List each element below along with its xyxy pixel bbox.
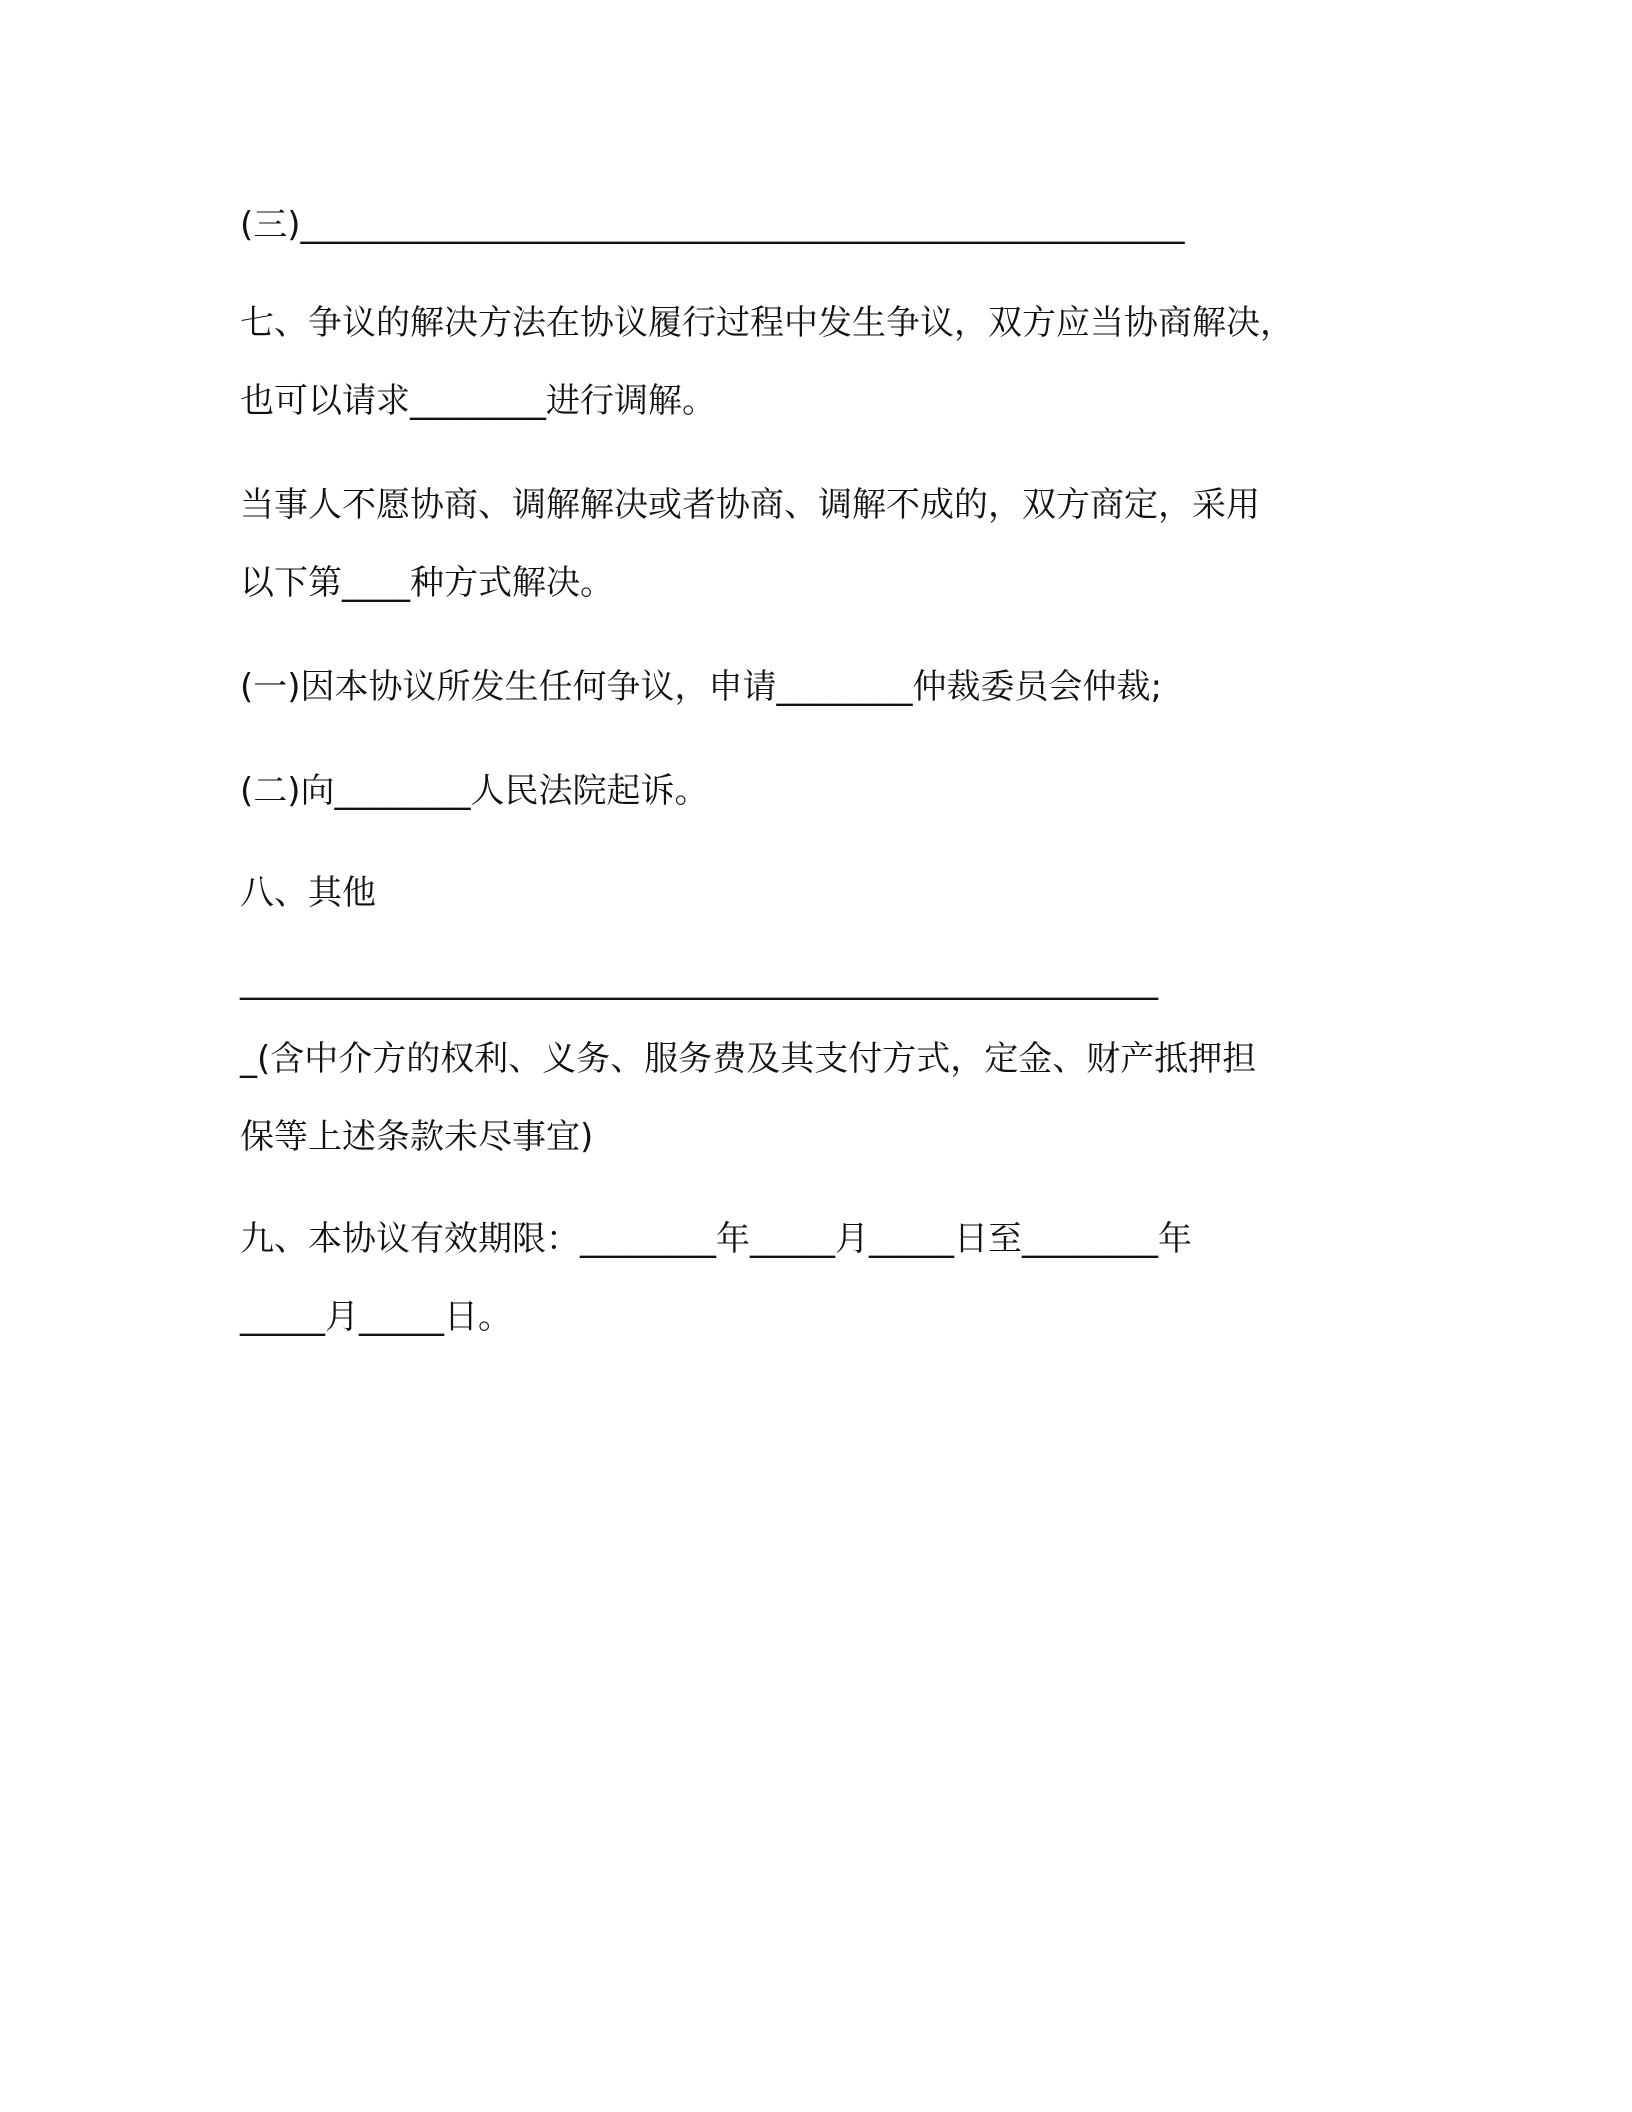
- clause-7-method-choice: 以下第____种方式解决。: [240, 563, 614, 603]
- clause-7-heading: 七、争议的解决方法在协议履行过程中发生争议，双方应当协商解决，: [240, 303, 1294, 343]
- clause-7-resolution: 当事人不愿协商、调解解决或者协商、调解不成的，双方商定，采用: [240, 485, 1260, 525]
- clause-9-validity-cont: _____月_____日。: [240, 1297, 512, 1337]
- clause-8-note-cont: 保等上述条款未尽事宜): [240, 1117, 594, 1157]
- clause-8-heading: 八、其他: [240, 873, 376, 913]
- clause-8-blank-line: ______________________________________________________: [240, 961, 1158, 1001]
- clause-7-arbitration: (一)因本协议所发生任何争议，申请________仲裁委员会仲裁;: [240, 667, 1162, 707]
- clause-7-mediation: 也可以请求________进行调解。: [240, 381, 716, 421]
- clause-7-litigation: (二)向________人民法院起诉。: [240, 771, 709, 811]
- clause-9-validity: 九、本协议有效期限：________年_____月_____日至________年: [240, 1219, 1192, 1259]
- clause-6-item-3: (三)____________________________________________________: [240, 205, 1185, 245]
- clause-8-note: _(含中介方的权利、义务、服务费及其支付方式，定金、财产抵押担: [240, 1039, 1257, 1079]
